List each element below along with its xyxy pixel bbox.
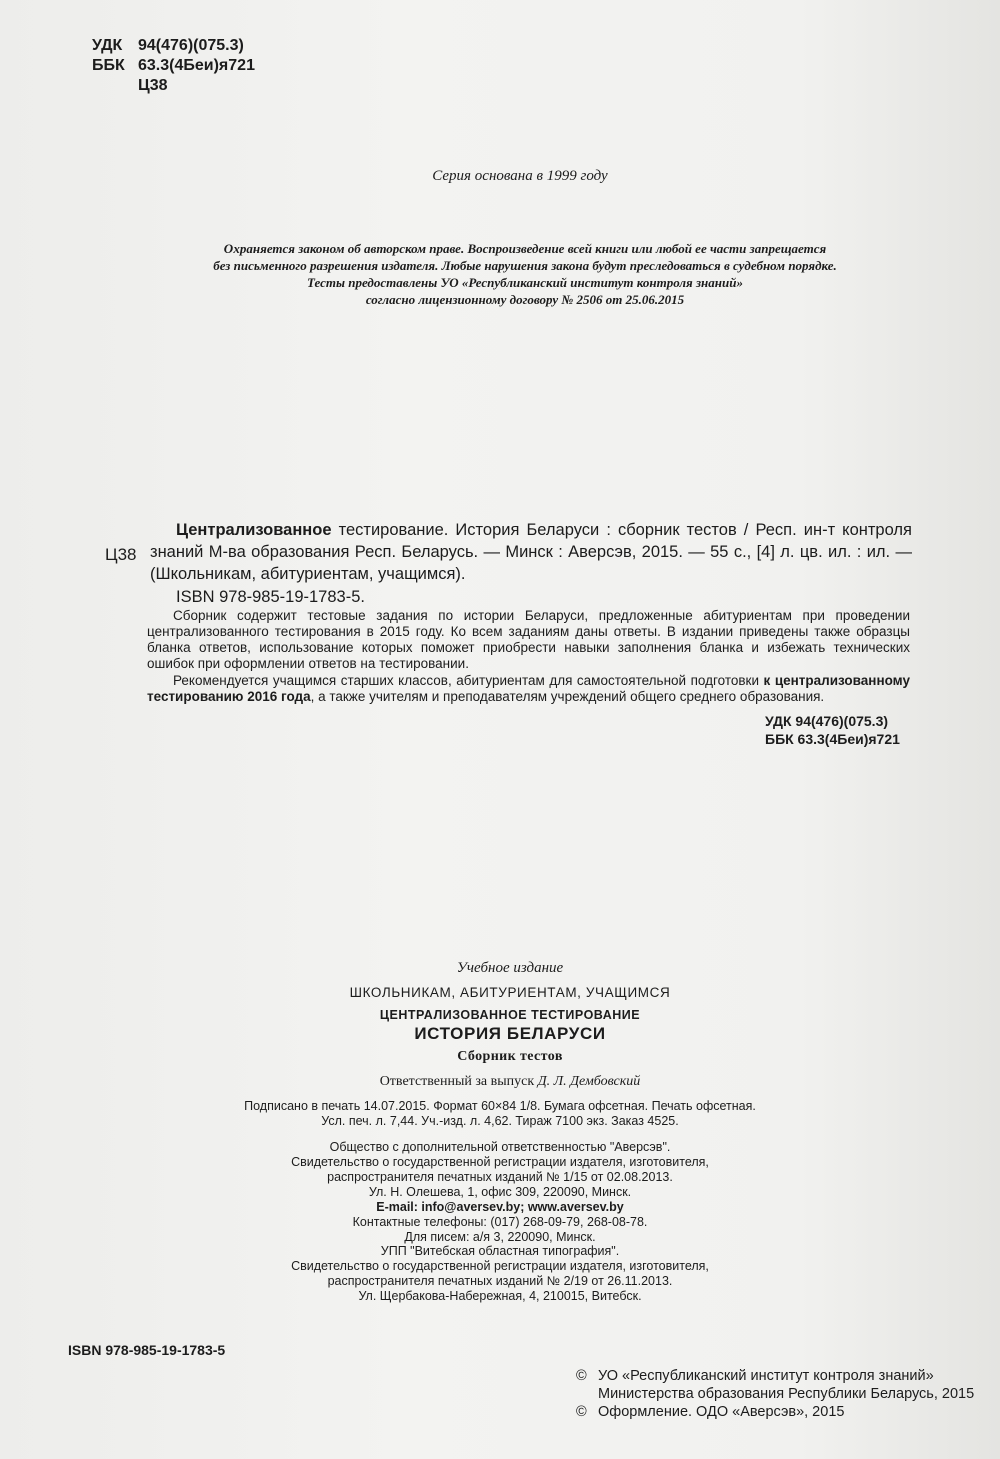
udk-value: 94(476)(075.3) (138, 37, 244, 54)
catalog-abstract (147, 608, 910, 705)
abstract-text-end: , а также учителям и преподавателям учреждений общего среднего образования. (310, 689, 825, 704)
catalog-title-bold: Централизованное (176, 521, 332, 539)
publisher-line: Для писем: а/я 3, 220090, Минск. (404, 1230, 596, 1244)
copyright-line: без письменного разрешения издателя. Любые нарушения закона будут преследоваться в судебном порядке. (213, 258, 837, 273)
copyright-line: согласно лицензионному договору № 2506 от 25.06.2015 (365, 292, 685, 307)
series-note-text: Серия основана в 1999 году (432, 168, 608, 184)
publisher-line: распространителя печатных изданий № 1/15 от 02.08.2013. (327, 1170, 673, 1184)
audience: ШКОЛЬНИКАМ, АБИТУРИЕНТАМ, УЧАЩИМСЯ (349, 985, 671, 1000)
catalog-code: Ц38 (105, 545, 137, 564)
edition-type: Учебное издание (456, 960, 564, 976)
printer-line: Свидетельство о государственной регистрации издателя, изготовителя, (291, 1259, 709, 1273)
copyright-line: Охраняется законом об авторском праве. Воспроизведение всей книги или любой ее части запрещается (223, 241, 827, 256)
series-note (0, 168, 1000, 185)
copyright-footer (576, 1367, 974, 1421)
udk-label: УДК (92, 37, 123, 54)
sheets-line: Усл. печ. л. 7,44. Уч.-изд. л. 4,62. Тираж 7100 экз. Заказ 4525. (321, 1114, 679, 1128)
catalog-description (150, 519, 912, 585)
publisher-line: Свидетельство о государственной регистрации издателя, изготовителя, (291, 1155, 709, 1169)
catalog-udk: УДК 94(476)(075.3) (765, 713, 889, 729)
responsible-editor (250, 1074, 770, 1090)
copyright-holder-cont: Министерства образования Республики Беларусь, 2015 (598, 1386, 975, 1402)
author-mark: Ц38 (138, 77, 168, 94)
catalog-description-text: тестирование. История Беларуси : сборник тестов / Респ. ин-т контроля знаний М-ва образования Респ. Беларусь. — Минск : Аверсэв, 2015. — 55 с., [4] л. цв. ил. : ил. — (Школьникам, абитуриентам, учащимся). (150, 521, 912, 583)
printer-line: УПП "Витебская областная типография". (380, 1244, 620, 1258)
signed-line: Подписано в печать 14.07.2015. Формат 60×84 1/8. Бумага офсетная. Печать офсетная. (244, 1099, 756, 1113)
bbk-row (92, 56, 255, 76)
series-title: ЦЕНТРАЛИЗОВАННОЕ ТЕСТИРОВАНИЕ (379, 1008, 641, 1022)
book-subtitle: Сборник тестов (457, 1049, 563, 1064)
isbn-footer: ISBN 978-985-19-1783-5 (68, 1342, 226, 1358)
catalog-isbn: ISBN 978-985-19-1783-5. (176, 588, 365, 606)
printing-details (230, 1099, 770, 1129)
book-title: ИСТОРИЯ БЕЛАРУСИ (414, 1024, 606, 1043)
catalog-codes (765, 712, 900, 748)
publisher-contact-web: E-mail: info@aversev.by; www.aversev.by (376, 1200, 624, 1214)
classification-codes (92, 36, 255, 96)
printer-info (230, 1244, 770, 1304)
bbk-value: 63.3(4Беи)я721 (138, 57, 255, 74)
printer-line: распространителя печатных изданий № 2/19 от 26.11.2013. (327, 1274, 673, 1288)
copyright-line: Тесты предоставлены УО «Республиканский институт контроля знаний» (307, 275, 743, 290)
copyright-symbol: © (576, 1404, 587, 1420)
responsible-name: Д. Л. Дембовский (537, 1074, 641, 1089)
copyright-notice (185, 240, 865, 308)
copyright-symbol: © (576, 1368, 587, 1384)
abstract-bold: к централизованному тестированию 2016 года (147, 673, 910, 704)
udk-row (92, 36, 255, 56)
publisher-line: Контактные телефоны: (017) 268-09-79, 268-08-78. (352, 1215, 648, 1229)
printer-line: Ул. Щербакова-Набережная, 4, 210015, Витебск. (358, 1289, 642, 1303)
bbk-label: ББК (92, 57, 125, 74)
publisher-info (230, 1140, 770, 1245)
publisher-line: Общество с дополнительной ответственностью "Аверсэв". (329, 1140, 671, 1154)
design-copyright: Оформление. ОДО «Аверсэв», 2015 (598, 1404, 845, 1420)
publisher-line: Ул. Н. Олешева, 1, офис 309, 220090, Минск. (368, 1185, 632, 1199)
copyright-holder: УО «Республиканский институт контроля знаний» (598, 1368, 934, 1384)
abstract-paragraph-2 (147, 673, 910, 705)
responsible-label: Ответственный за выпуск (379, 1074, 538, 1089)
catalog-bbk: ББК 63.3(4Беи)я721 (765, 731, 900, 747)
abstract-text: Рекомендуется учащимся старших классов, абитуриентам для самостоятельной подготовки (173, 673, 764, 688)
abstract-paragraph: Сборник содержит тестовые задания по истории Беларуси, предложенные абитуриентам при проведении централизованного тестирования в 2015 году. Ко всем заданиям даны ответы. В издании приведены также образцы бланка ответов, использование которых поможет приобрести навыки заполнения бланка и избежать технических ошибок при оформлении ответов на тестировании. (147, 608, 910, 671)
